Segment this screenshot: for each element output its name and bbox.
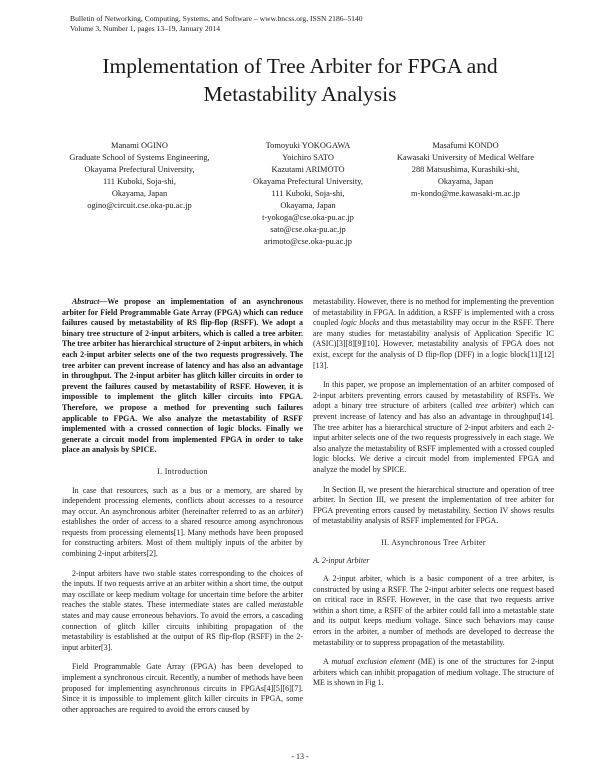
author-affiliation: Okayama, Japan [437,177,494,186]
author-name: Kazutami ARIMOTO [271,165,345,174]
subsection-heading: A. 2-input Arbiter [313,556,370,566]
body-paragraph: In this paper, we propose an implementation of an arbiter composed of 2-input arbiters preventing errors caused by metastability of RSFFs. We adopt a binary tree structure of arbiters (called tree arbiter) which can prevent increase of latency and has also an advantage in throughput[14]. The tree arbiter has a hierarchical structure of 2-input arbiters and each 2-input arbiter selects one of the two requests progressively in each stage. We also analyze the metastability of RSFF implemented with a crossed coupled logic blocks. We derive a circuit model from implemented FPGA and analyze the model by SPICE. [313,380,554,474]
author-affiliation: Okayama, Japan [111,189,168,198]
body-paragraph: 2-input arbiters have two stable states corresponding to the choices of the inputs. If two requests arrive at an arbiter within a short time, the output may oscillate or keep medium voltage for uncertain time before the arbiter reaches the stable states. These intermediate states are called metastable states and may cause erroneous behaviors. To avoid the errors, a cascading connection of glitch killer circuits inhibiting propagation of the metastability is established at the output of RS flip-flop (RSFF) in the 2-input arbiter[3]. [62,568,303,652]
title-line: Implementation of Tree Arbiter for FPGA and [102,54,498,78]
author-affiliation: 111 Kuboki, Soja-shi, [103,177,176,186]
abstract-label: Abstract [72,297,100,306]
author-email: arimoto@cse.oka-pu.ac.jp [264,237,352,246]
abstract [62,297,303,456]
body-paragraph: A 2-input arbiter, which is a basic component of a tree arbiter, is constructed by using a RSFF. The 2-input arbiter selects one request based on critical race in RSFF. However, in the case that two requests arrive within a short time, a RSFF of the arbiter could fall into a metastable state and its output keeps medium voltage. Since such behaviors may cause errors in the arbiter, a number of methods are developed to decrease the metastability or to suppress propagation of the metastability. [313,574,554,647]
section-heading-asynchronous-tree-arbiter: II. Asynchronous Tree Arbiter [381,537,486,547]
author-block [378,140,553,200]
body-paragraph: metastability. However, there is no method for implementing the prevention of metastability in FPGA. In addition, a RSFF is implemented with a cross coupled logic blocks and thus metastability may occur in the RSFF. There are many studies for metastability analysis of Application Specific IC (ASIC)[3][8][9][10]. However, metastability analysis of FPGA does not exist, except for the analysis of D flip-flop (DFF) in a logic block[11][12][13]. [313,297,554,370]
abstract-text: —We propose an implementation of an asynchronous arbiter for Field Programmable Gate Array (FPGA) which can reduce failures caused by metastability of RS flip-flop (RSFF). We adopt a binary tree structure of 2-input arbiters, which is called a tree arbiter. The tree arbiter has hierarchical structure of 2-input arbiters, in which each 2-input arbiter selects one of the two requests progressively. The tree arbiter can prevent increase of latency and has also an advantage in throughput. The 2-input arbiter has glitch killer circuits in order to prevent the failures caused by metastability of RSFF. However, it is impossible to implement the glitch killer circuits into FPGA. Therefore, we propose a method for preventing such failures applicable to FPGA. We also analyze the metastability of RSFF implemented with a crossed connection of logic blocks. Finally we generate a circuit model from implemented FPGA in order to take place an analysis by SPICE. [62,297,303,455]
body-paragraph: In case that resources, such as a bus or a memory, are shared by independent processing elements, conflicts about accesses to a resource may occur. An asynchronous arbiter (hereinafter referred to as an arbiter) establishes the order of access to a shared resource among asynchronous requests from processing elements[1]. Many methods have been proposed for constructing arbiters. Most of them multiply inputs of the arbiter by combining 2-input arbiters[2]. [62,485,303,559]
author-email: sato@cse.oka-pu.ac.jp [270,225,346,234]
author-email: m-kondo@me.kawasaki-m.ac.jp [411,189,520,198]
author-block [52,140,227,212]
page-number: - 13 - [291,752,309,761]
author-affiliation: Kawasaki University of Medical Welfare [396,153,535,162]
author-affiliation: Okayama, Japan [280,201,336,210]
author-affiliation: 111 Kuboki, Soja-shi, [271,189,345,198]
author-email: ogino@circuit.cse.oka-pu.ac.jp [87,201,192,210]
author-affiliation: Okayama Prefectural University, [253,177,363,186]
author-name: Yoichiro SATO [282,153,334,162]
journal-header-line-1: Bulletin of Networking, Computing, Systems, and Software – www.bncss.org, ISSN 2186–5140 [70,14,363,23]
author-block [228,140,388,248]
right-column [313,297,554,689]
author-affiliation: Graduate School of Systems Engineering, [69,153,210,162]
journal-header-line-2: Volume 3, Number 1, pages 13–19, January 2014 [70,24,221,33]
author-name: Manami OGINO [111,141,168,150]
body-paragraph: In Section II, we present the hierarchical structure and operation of tree arbiter. In Section III, we present the implementation of tree arbiter for FPGA preventing errors caused by metastability. Section IV shows results of metastability analysis of RSFF implemented for FPGA. [313,484,554,526]
body-paragraph: Field Programmable Gate Array (FPGA) has been developed to implement a synchronous circuit. Recently, a number of methods have been proposed for implementing asynchronous circuits in FPGAs[4][5][6][7]. Since it is impossible to implement glitch killer circuits in FPGA, some other approaches are required to avoid the errors caused by [62,662,303,714]
paper-title [60,52,540,108]
section-heading-introduction: I. Introduction [157,466,208,476]
author-email: t-yokoga@cse.oka-pu.ac.jp [262,213,354,222]
author-name: Tomoyuki YOKOGAWA [265,141,351,150]
title-line: Metastability Analysis [203,82,397,106]
body-paragraph: A mutual exclusion element (ME) is one of the structures for 2-input arbiters which can inhibit propagation of medium voltage. The structure of ME is shown in Fig 1. [313,657,554,688]
author-affiliation: Okayama Prefectural University, [84,165,195,174]
author-affiliation: 288 Matsushima, Kurashiki-shi, [411,165,520,174]
left-column [62,297,303,715]
author-name: Masafumi KONDO [432,141,499,150]
